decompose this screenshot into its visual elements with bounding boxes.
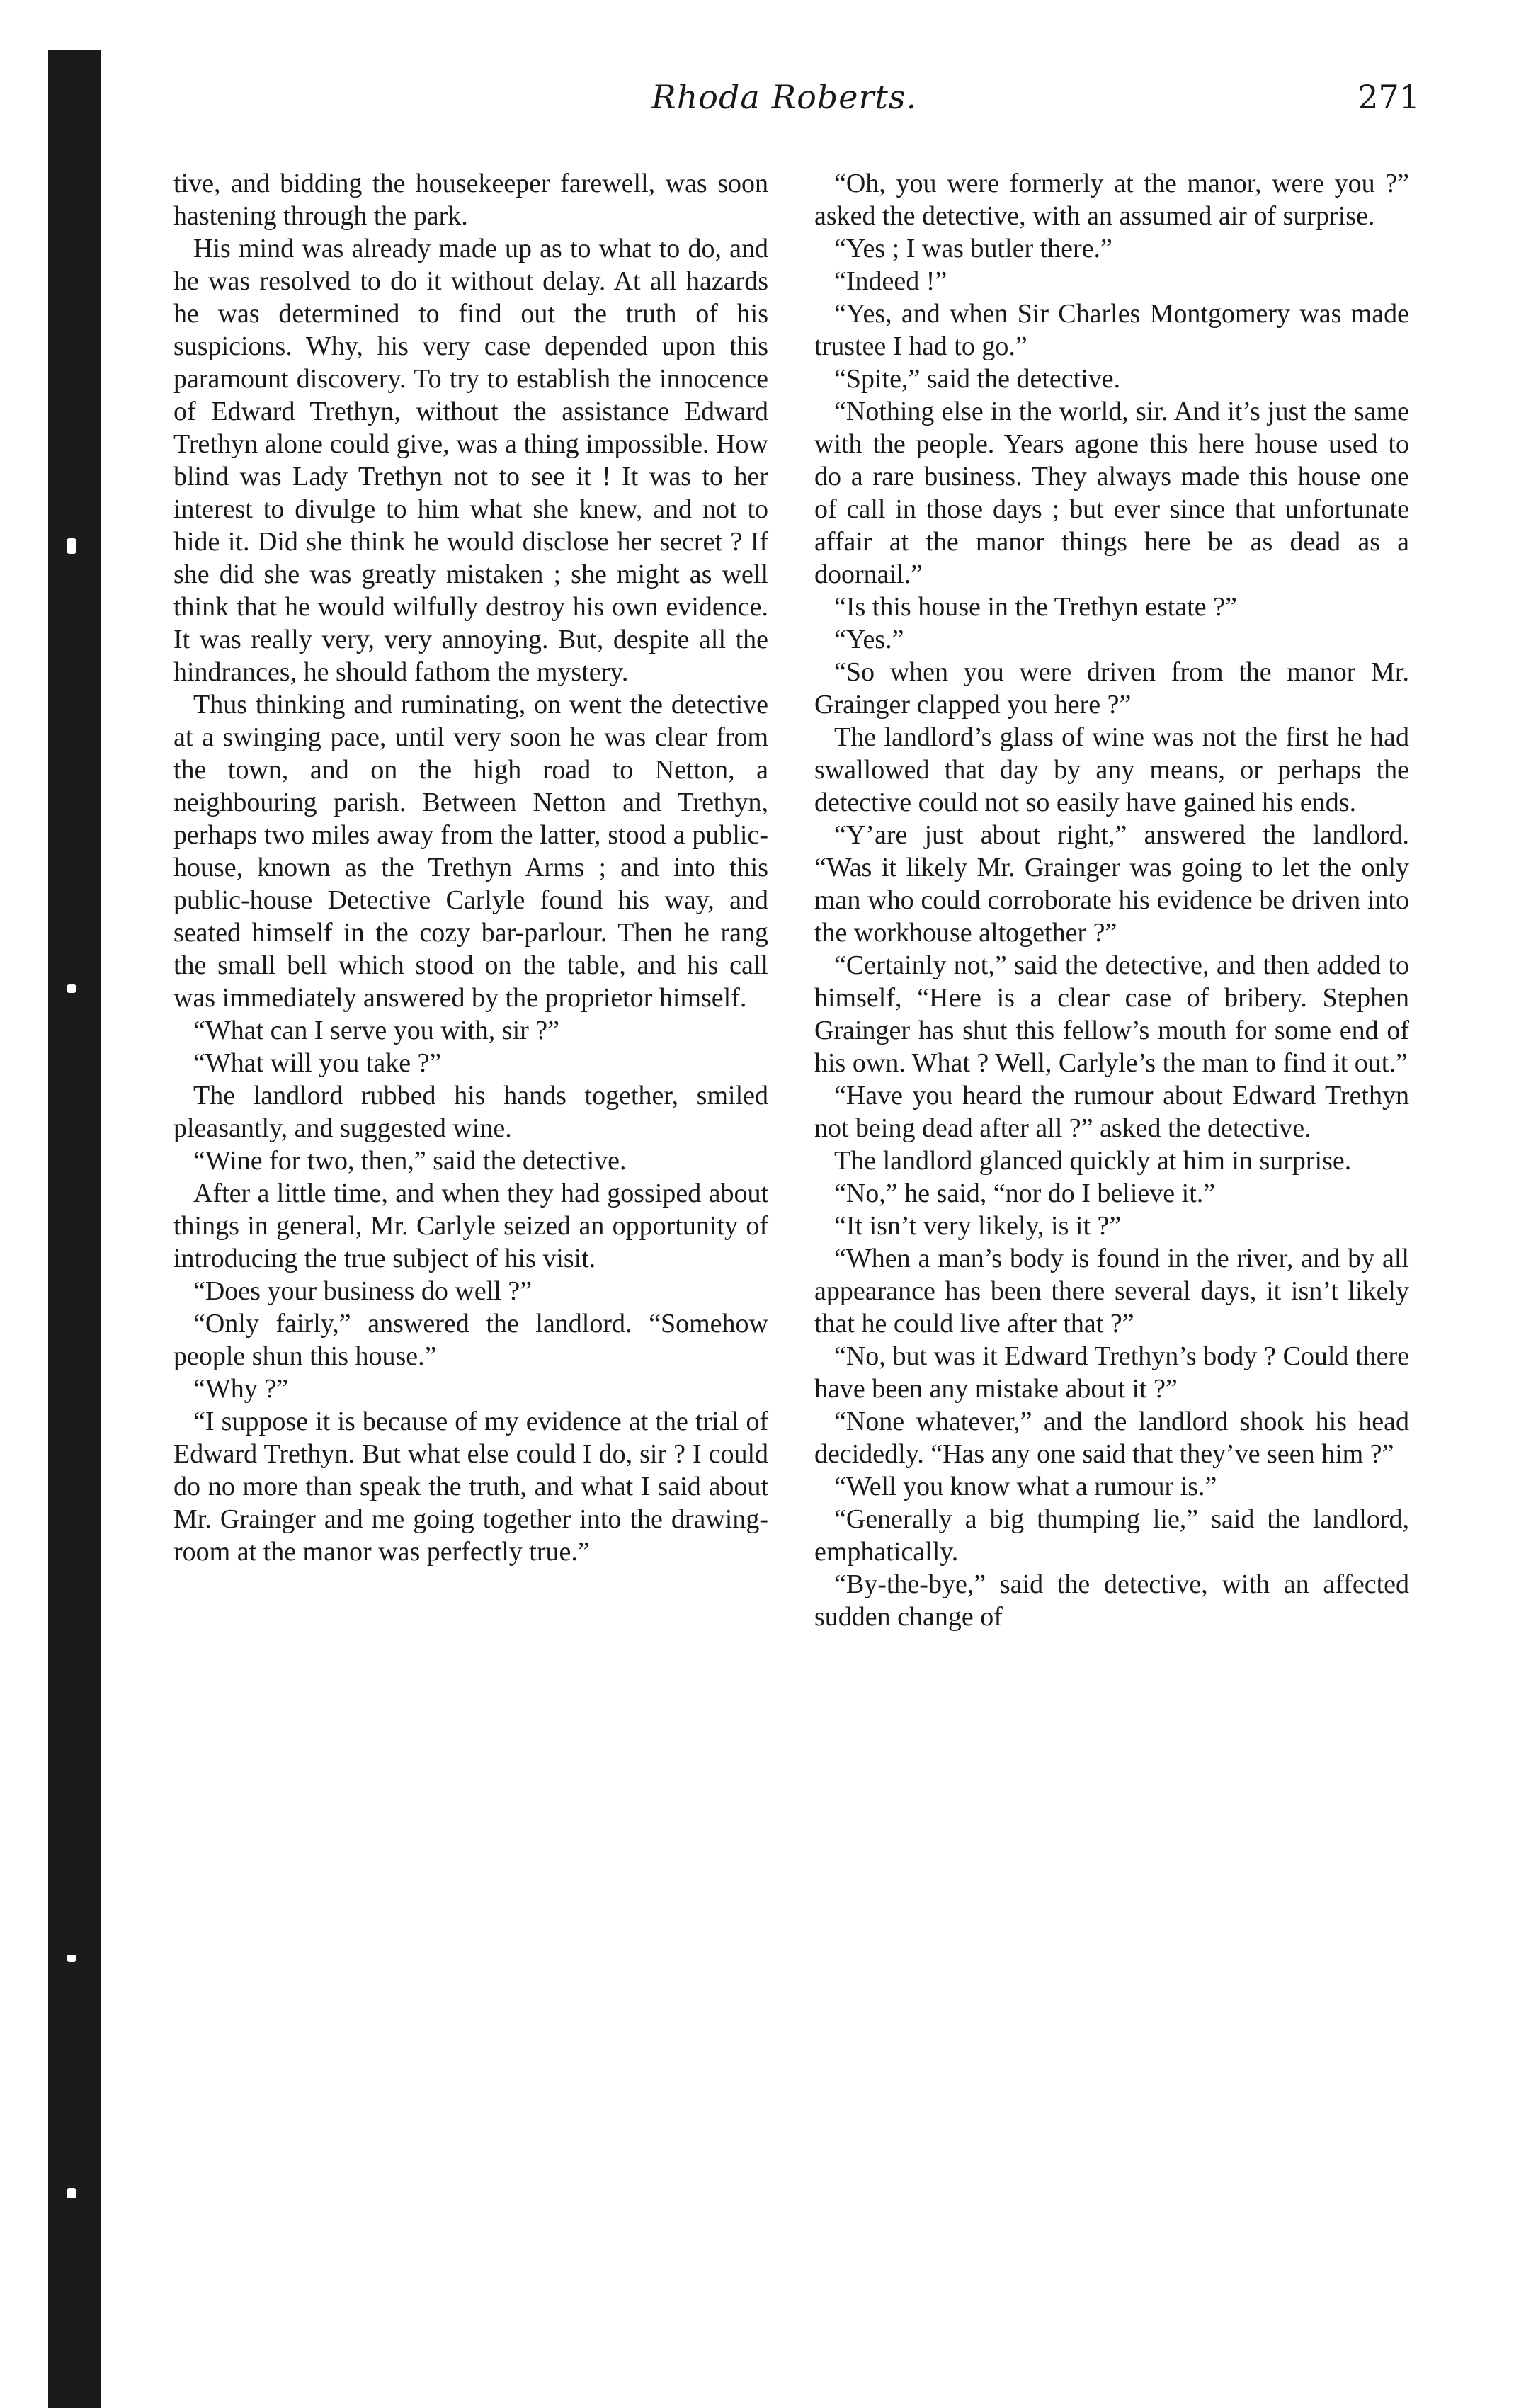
paragraph: “Y’are just about right,” answered the landlord. “Was it likely Mr. Grainger was going to let the only man who could corroborate his evidence be driven into the workhouse altogether ?” (814, 820, 1409, 948)
paragraph: “By-the-bye,” said the detective, with an affected sudden change of (814, 1569, 1409, 1632)
paragraph: “Well you know what a rumour is.” (834, 1472, 1217, 1501)
paragraph: “Yes.” (834, 625, 904, 654)
paragraph: “Is this house in the Trethyn estate ?” (834, 592, 1237, 622)
paragraph: “When a man’s body is found in the river, and by all appearance has been there several days, it isn’t likely that he could live after that ?” (814, 1244, 1409, 1339)
paragraph: “Does your business do well ?” (193, 1276, 533, 1306)
paragraph: “Wine for two, then,” said the detective. (193, 1146, 627, 1176)
paragraph: “No,” he said, “nor do I believe it.” (834, 1179, 1216, 1208)
paragraph: “Oh, you were formerly at the manor, were you ?” asked the detective, with an assumed air of surprise. (814, 169, 1409, 231)
paragraph: “What will you take ?” (193, 1048, 442, 1078)
paragraph: “Why ?” (193, 1374, 288, 1404)
paragraph: “Only fairly,” answered the landlord. “Somehow people shun this house.” (173, 1309, 768, 1371)
paragraph: “Nothing else in the world, sir. And it’s just the same with the people. Years agone this here house used to do a rare business. They always made this house one of call in those days ; but ever since that unfortunate affair at the manor things here be as dead as a doornail.” (814, 397, 1409, 589)
paragraph: “Indeed !” (834, 266, 947, 296)
paragraph: “Generally a big thumping lie,” said the landlord, emphatically. (814, 1504, 1409, 1567)
paragraph: “Have you heard the rumour about Edward Trethyn not being dead after all ?” asked the detective. (814, 1081, 1409, 1143)
page-number: 271 (1357, 78, 1420, 116)
right-text-column (814, 167, 1409, 1633)
paragraph: The landlord rubbed his hands together, smiled pleasantly, and suggested wine. (173, 1081, 768, 1143)
paragraph: His mind was already made up as to what to do, and he was resolved to do it without delay. At all hazards he was determined to find out the truth of his suspicions. Why, his very case depended upon this paramount discovery. To try to establish the innocence of Edward Trethyn, without the assistance Edward Trethyn alone could give, was a thing impossible. How blind was Lady Trethyn not to see it ! It was to her interest to divulge to him what she knew, and not to hide it. Did she think he would disclose her secret ? If she did she was greatly mistaken ; she might as well think that he would wilfully destroy his own evidence. It was really very, very annoying. But, despite all the hindrances, he should fathom the mystery. (173, 234, 768, 687)
page-edge-shadow (48, 50, 101, 2408)
paragraph: “What can I serve you with, sir ?” (193, 1016, 560, 1045)
paragraph: “Yes ; I was butler there.” (834, 234, 1112, 263)
paragraph: The landlord’s glass of wine was not the first he had swallowed that day by any means, or perhaps the detective could not so easily have gained his ends. (814, 722, 1409, 817)
paragraph: “Yes, and when Sir Charles Montgomery was made trustee I had to go.” (814, 299, 1409, 361)
page-header (0, 78, 1526, 135)
paragraph: The landlord glanced quickly at him in surprise. (834, 1146, 1352, 1176)
paragraph: “So when you were driven from the manor Mr. Grainger clapped you here ?” (814, 657, 1409, 720)
paragraph: “None whatever,” and the landlord shook his head decidedly. “Has any one said that they’ve seen him ?” (814, 1407, 1409, 1469)
paragraph: After a little time, and when they had gossiped about things in general, Mr. Carlyle seized an opportunity of introducing the true subject of his visit. (173, 1179, 768, 1273)
running-title: Rhoda Roberts. (651, 78, 918, 116)
left-text-column (173, 167, 768, 1568)
paragraph: “Spite,” said the detective. (834, 364, 1121, 394)
paragraph: tive, and bidding the housekeeper farewell, was soon hastening through the park. (173, 169, 768, 231)
paragraph: Thus thinking and ruminating, on went the detective at a swinging pace, until very soon he was clear from the town, and on the high road to Netton, a neighbouring parish. Between Netton and Trethyn, perhaps two miles away from the latter, stood a public-house, known as the Trethyn Arms ; and into this public-house Detective Carlyle found his way, and seated himself in the cozy bar-parlour. Then he rang the small bell which stood on the table, and his call was immediately answered by the proprietor himself. (173, 690, 768, 1013)
paragraph: “No, but was it Edward Trethyn’s body ? Could there have been any mistake about it ?” (814, 1341, 1409, 1404)
paragraph: “I suppose it is because of my evidence at the trial of Edward Trethyn. But what else could I do, sir ? I could do no more than speak the truth, and what I said about Mr. Grainger and me going together into the drawing-room at the manor was perfectly true.” (173, 1407, 768, 1567)
paragraph: “Certainly not,” said the detective, and then added to himself, “Here is a clear case of bribery. Stephen Grainger has shut this fellow’s mouth for some end of his own. What ? Well, Carlyle’s the man to find it out.” (814, 950, 1409, 1078)
paragraph: “It isn’t very likely, is it ?” (834, 1211, 1122, 1241)
